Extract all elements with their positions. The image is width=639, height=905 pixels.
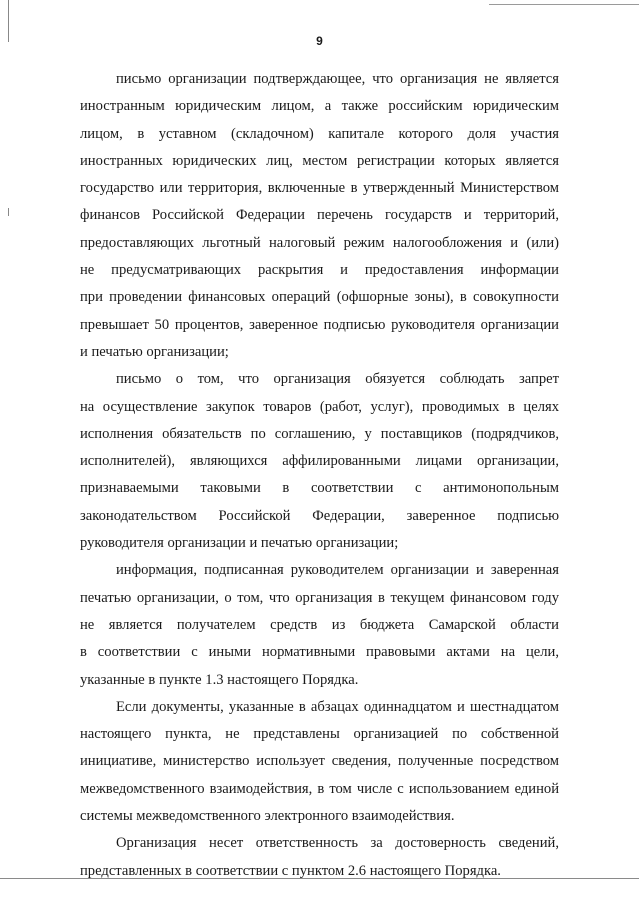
text-line: Если документы, указанные в абзацах одиннадцатом и шестнадцатом (116, 698, 559, 715)
text-line: системы межведомственного электронного взаимодействия. (80, 808, 455, 825)
text-line: письмо организации подтверждающее, что организация не является (116, 71, 559, 87)
text-line: иностранным юридическим лицом, а также российским юридическим (80, 98, 559, 115)
text-line: исполнителей), являющихся аффилированными лицами организации, (80, 453, 559, 470)
text-line: превышает 50 процентов, заверенное подписью руководителя организации (80, 316, 559, 333)
text-line: в соответствии с иными нормативными правовыми актами на цели, (80, 644, 559, 661)
text-line: законодательством Российской Федерации, заверенное подписью (80, 507, 559, 524)
paragraph-interagency (80, 694, 559, 830)
text-line: финансов Российской Федерации перечень государств и территорий, (80, 207, 559, 224)
text-line: межведомственного взаимодействия, в том числе с использованием единой (80, 780, 559, 797)
document-body (80, 66, 559, 885)
text-line: Организация несет ответственность за достоверность сведений, (116, 835, 559, 852)
text-line: указанные в пункте 1.3 настоящего Порядка. (80, 671, 359, 688)
text-line: и печатью организации; (80, 343, 229, 360)
text-line: исполнения обязательств по соглашению, у поставщиков (подрядчиков, (80, 425, 559, 442)
page-number: 9 (316, 34, 323, 48)
text-line: представленных в соответствии с пунктом 2.6 настоящего Порядка. (80, 862, 501, 879)
text-line: руководителя организации и печатью организации; (80, 535, 399, 552)
text-line: информация, подписанная руководителем организации и заверенная (116, 562, 559, 579)
text-line: на осуществление закупок товаров (работ, услуг), проводимых в целях (80, 398, 559, 415)
text-line: печатью организации, о том, что организация в текущем финансовом году (80, 589, 559, 606)
text-line: не предусматривающих раскрытия и предоставления информации (80, 262, 559, 279)
paragraph-offshore-letter (80, 66, 559, 366)
text-line: инициативе, министерство использует сведения, полученные посредством (80, 753, 559, 770)
text-line: не является получателем средств из бюджета Самарской области (80, 616, 559, 633)
paragraph-responsibility (80, 830, 559, 885)
text-line: государство или территория, включенные в утвержденный Министерством (80, 180, 559, 197)
paragraph-procurement-ban-letter (80, 366, 559, 557)
text-line: иностранных юридических лиц, местом регистрации которых является (80, 152, 559, 169)
text-line: письмо о том, что организация обязуется соблюдать запрет (116, 371, 559, 388)
scan-mark-left (8, 208, 9, 216)
text-line: настоящего пункта, не представлены организацией по собственной (80, 726, 559, 743)
text-line: лицом, в уставном (складочном) капитале которого доля участия (80, 125, 559, 142)
text-line: предоставляющих льготный налоговый режим налогообложения и (или) (80, 234, 559, 251)
scan-edge-top (489, 4, 639, 5)
paragraph-budget-info (80, 557, 559, 693)
text-line: признаваемыми таковыми в соответствии с антимонопольным (80, 480, 559, 497)
text-line: при проведении финансовых операций (офшорные зоны), в совокупности (80, 289, 559, 306)
